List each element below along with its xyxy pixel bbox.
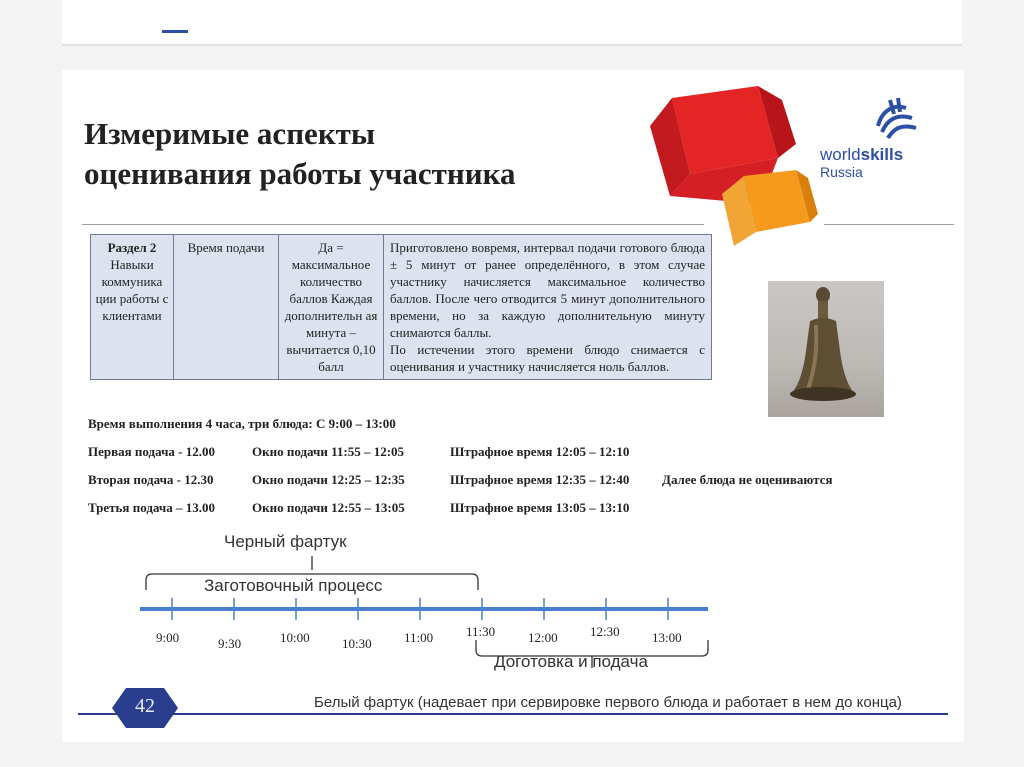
serving-window: Окно подачи 12:25 – 12:35 bbox=[252, 472, 405, 487]
white-apron-label: Белый фартук (надевает при сервировке первого блюда и работает в нем до конца) bbox=[314, 694, 902, 711]
timeline-tick-label: 13:00 bbox=[652, 630, 682, 645]
slide-title: Измеримые аспекты оценивания работы участника bbox=[84, 116, 516, 191]
aspect-cell: Время подачи bbox=[174, 235, 279, 380]
timeline-tick-label: 10:30 bbox=[342, 636, 372, 651]
section-cell bbox=[91, 235, 174, 380]
serving-time: Вторая подача - 12.30 bbox=[88, 472, 214, 487]
total-time: Время выполнения 4 часа, три блюда: С 9:00 – 13:00 bbox=[88, 416, 396, 431]
serving-time: Третья подача – 13.00 bbox=[88, 500, 215, 515]
bell-icon bbox=[768, 281, 884, 417]
serving-time: Первая подача - 12.00 bbox=[88, 444, 215, 459]
worldskills-hand-icon bbox=[872, 96, 918, 142]
footer-divider bbox=[78, 713, 948, 715]
penalty-time: Штрафное время 13:05 – 13:10 bbox=[450, 500, 630, 515]
prep-phase-label: Заготовочный процесс bbox=[204, 576, 383, 595]
prep-phase-brace bbox=[146, 574, 478, 590]
criteria-table bbox=[90, 234, 712, 380]
timeline-tick-label: 9:00 bbox=[156, 630, 180, 645]
worldskills-logo bbox=[820, 96, 930, 186]
description-text-2: По истечении этого времени блюдо снимается с оценивания и участнику начисляется ноль баллов. bbox=[390, 342, 705, 374]
schedule-row-1 bbox=[88, 444, 868, 462]
table-row bbox=[91, 235, 712, 380]
toolbar-accent bbox=[162, 30, 188, 33]
section-heading: Раздел 2 bbox=[107, 240, 157, 255]
top-toolbar bbox=[62, 0, 962, 46]
timeline-tick-label: 11:30 bbox=[466, 624, 496, 639]
timeline-tick-label: 9:30 bbox=[218, 636, 242, 651]
logo-divider bbox=[824, 224, 954, 225]
section-name: Навыки коммуника ции работы с клиентами bbox=[95, 257, 169, 323]
schedule-row-3 bbox=[88, 500, 868, 518]
schedule-row-2 bbox=[88, 472, 868, 490]
slide bbox=[62, 70, 964, 742]
penalty-time: Штрафное время 12:35 – 12:40 bbox=[450, 472, 630, 487]
timeline-tick-label: 12:30 bbox=[590, 624, 620, 639]
schedule-note: Далее блюда не оцениваются bbox=[662, 472, 833, 487]
black-apron-label: Черный фартук bbox=[224, 532, 347, 551]
title-divider bbox=[82, 224, 704, 225]
timeline-graphic bbox=[62, 550, 964, 700]
finish-phase-label: Доготовка и подача bbox=[494, 652, 648, 671]
timeline-tick-label: 11:00 bbox=[404, 630, 434, 645]
timeline-tick-label: 12:00 bbox=[528, 630, 558, 645]
scoring-cell: Да = максимальное количество баллов Каждая дополнительн ая минута – вычитается 0,10 балл bbox=[279, 235, 384, 380]
serving-window: Окно подачи 11:55 – 12:05 bbox=[252, 444, 405, 459]
description-text: Приготовлено вовремя, интервал подачи готового блюда ± 5 минут от ранее определённого, в этом случае участнику начисляется максимальное количество баллов. После чего отводится 5 минут дополнительного времени, но за каждую дополнительную минуту снимаются баллы. bbox=[390, 240, 705, 340]
orange-cube-graphic bbox=[722, 170, 822, 260]
serving-window: Окно подачи 12:55 – 13:05 bbox=[252, 500, 405, 515]
penalty-time: Штрафное время 12:05 – 12:10 bbox=[450, 444, 630, 459]
page-number: 42 bbox=[135, 695, 155, 717]
timeline-tick-label: 10:00 bbox=[280, 630, 310, 645]
logo-wordmark: worldskills bbox=[820, 145, 904, 164]
bell-photo bbox=[768, 281, 884, 417]
logo-country: Russia bbox=[820, 164, 863, 180]
description-cell bbox=[384, 235, 712, 380]
